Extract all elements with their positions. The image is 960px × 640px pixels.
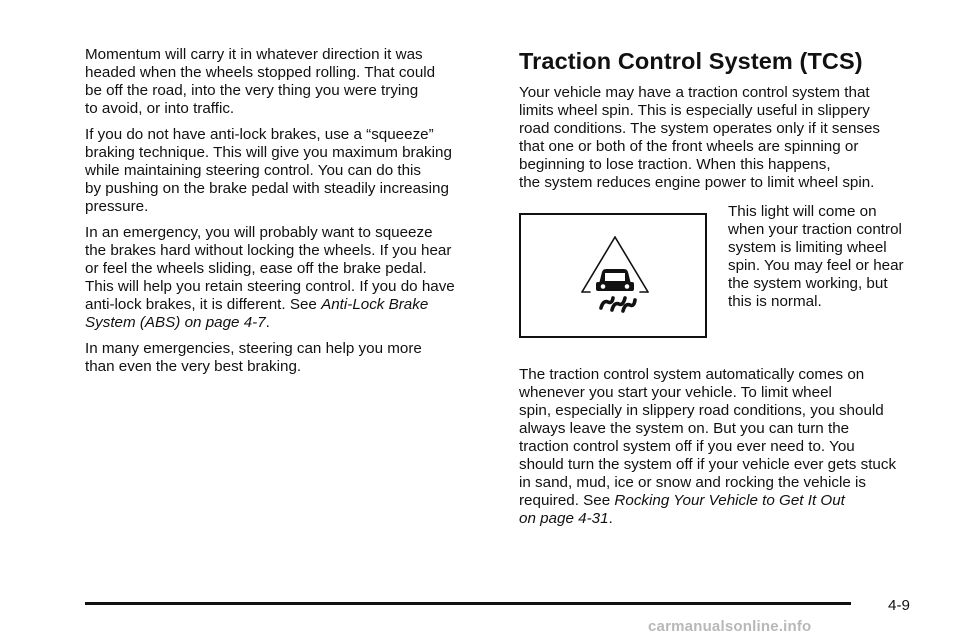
cross-reference-link[interactable]: Anti-Lock Brake bbox=[321, 296, 429, 313]
warning-light-frame bbox=[519, 213, 707, 338]
text-line: In many emergencies, steering can help you more bbox=[85, 340, 422, 357]
text-line: the brakes hard without locking the wheels. If you hear bbox=[85, 242, 452, 259]
text-line: beginning to lose traction. When this happens, bbox=[519, 156, 831, 173]
text-line: be off the road, into the very thing you were trying bbox=[85, 82, 419, 99]
text-line: headed when the wheels stopped rolling. That could bbox=[85, 64, 436, 81]
text-line: This will help you retain steering control. If you do have bbox=[85, 278, 455, 295]
text-line: the system working, but bbox=[728, 275, 888, 292]
text-line: braking technique. This will give you maximum braking bbox=[85, 144, 452, 161]
text-line: road conditions. The system operates only if it senses bbox=[519, 120, 881, 137]
text-line: limits wheel spin. This is especially useful in slippery bbox=[519, 102, 870, 119]
warning-light-block bbox=[519, 203, 929, 353]
page-number: 4-9 bbox=[888, 597, 910, 614]
text-line: system is limiting wheel bbox=[728, 239, 887, 256]
text-line: spin. You may feel or hear bbox=[728, 257, 904, 274]
text-line bbox=[85, 314, 480, 332]
text-fragment: . bbox=[608, 510, 613, 527]
cross-reference-link[interactable]: on page 4-31 bbox=[519, 510, 609, 527]
text-line: in sand, mud, ice or snow and rocking the vehicle is bbox=[519, 474, 866, 491]
warning-light-description bbox=[728, 203, 928, 311]
section-heading: Traction Control System (TCS) bbox=[519, 48, 863, 74]
text-line: should turn the system off if your vehicle ever gets stuck bbox=[519, 456, 897, 473]
text-line bbox=[519, 510, 929, 528]
text-line: this is normal. bbox=[728, 293, 822, 310]
text-line: or feel the wheels sliding, ease off the brake pedal. bbox=[85, 260, 427, 277]
text-fragment: . bbox=[265, 314, 270, 331]
left-column bbox=[85, 46, 480, 384]
paragraph-squeeze-braking bbox=[85, 126, 480, 216]
paragraph-steering bbox=[85, 340, 480, 376]
cross-reference-link[interactable]: Rocking Your Vehicle to Get It Out bbox=[614, 492, 845, 509]
paragraph-tcs-operation bbox=[519, 366, 929, 528]
text-fragment: required. See bbox=[519, 492, 615, 509]
text-line: spin, especially in slippery road conditions, you should bbox=[519, 402, 884, 419]
text-line: This light will come on bbox=[728, 203, 877, 220]
text-line: that one or both of the front wheels are spinning or bbox=[519, 138, 859, 155]
text-line: than even the very best braking. bbox=[85, 358, 302, 375]
text-line: Momentum will carry it in whatever direction it was bbox=[85, 46, 423, 63]
text-line: always leave the system on. But you can turn the bbox=[519, 420, 850, 437]
paragraph-emergency-braking bbox=[85, 224, 480, 332]
text-line: whenever you start your vehicle. To limit wheel bbox=[519, 384, 832, 401]
cross-reference-link[interactable]: System (ABS) on page 4-7 bbox=[85, 314, 266, 331]
text-line: In an emergency, you will probably want to squeeze bbox=[85, 224, 433, 241]
paragraph-tcs-intro bbox=[519, 84, 929, 192]
text-line: when your traction control bbox=[728, 221, 902, 238]
text-line bbox=[85, 296, 480, 314]
text-line: to avoid, or into traffic. bbox=[85, 100, 235, 117]
right-column bbox=[519, 47, 929, 536]
text-line: Your vehicle may have a traction control system that bbox=[519, 84, 870, 101]
text-line bbox=[519, 492, 929, 510]
text-line: while maintaining steering control. You can do this bbox=[85, 162, 422, 179]
footer-rule bbox=[85, 602, 851, 605]
text-line: the system reduces engine power to limit wheel spin. bbox=[519, 174, 875, 191]
paragraph-momentum bbox=[85, 46, 480, 118]
watermark: carmanualsonline.info bbox=[648, 618, 812, 635]
traction-control-warning-icon bbox=[575, 234, 655, 318]
text-line: by pushing on the brake pedal with steadily increasing bbox=[85, 180, 449, 197]
text-line: The traction control system automatically comes on bbox=[519, 366, 865, 383]
text-line: traction control system off if you ever need to. You bbox=[519, 438, 855, 455]
text-line: If you do not have anti-lock brakes, use a “squeeze” bbox=[85, 126, 434, 143]
text-fragment: anti-lock brakes, it is different. See bbox=[85, 296, 322, 313]
text-line: pressure. bbox=[85, 198, 149, 215]
